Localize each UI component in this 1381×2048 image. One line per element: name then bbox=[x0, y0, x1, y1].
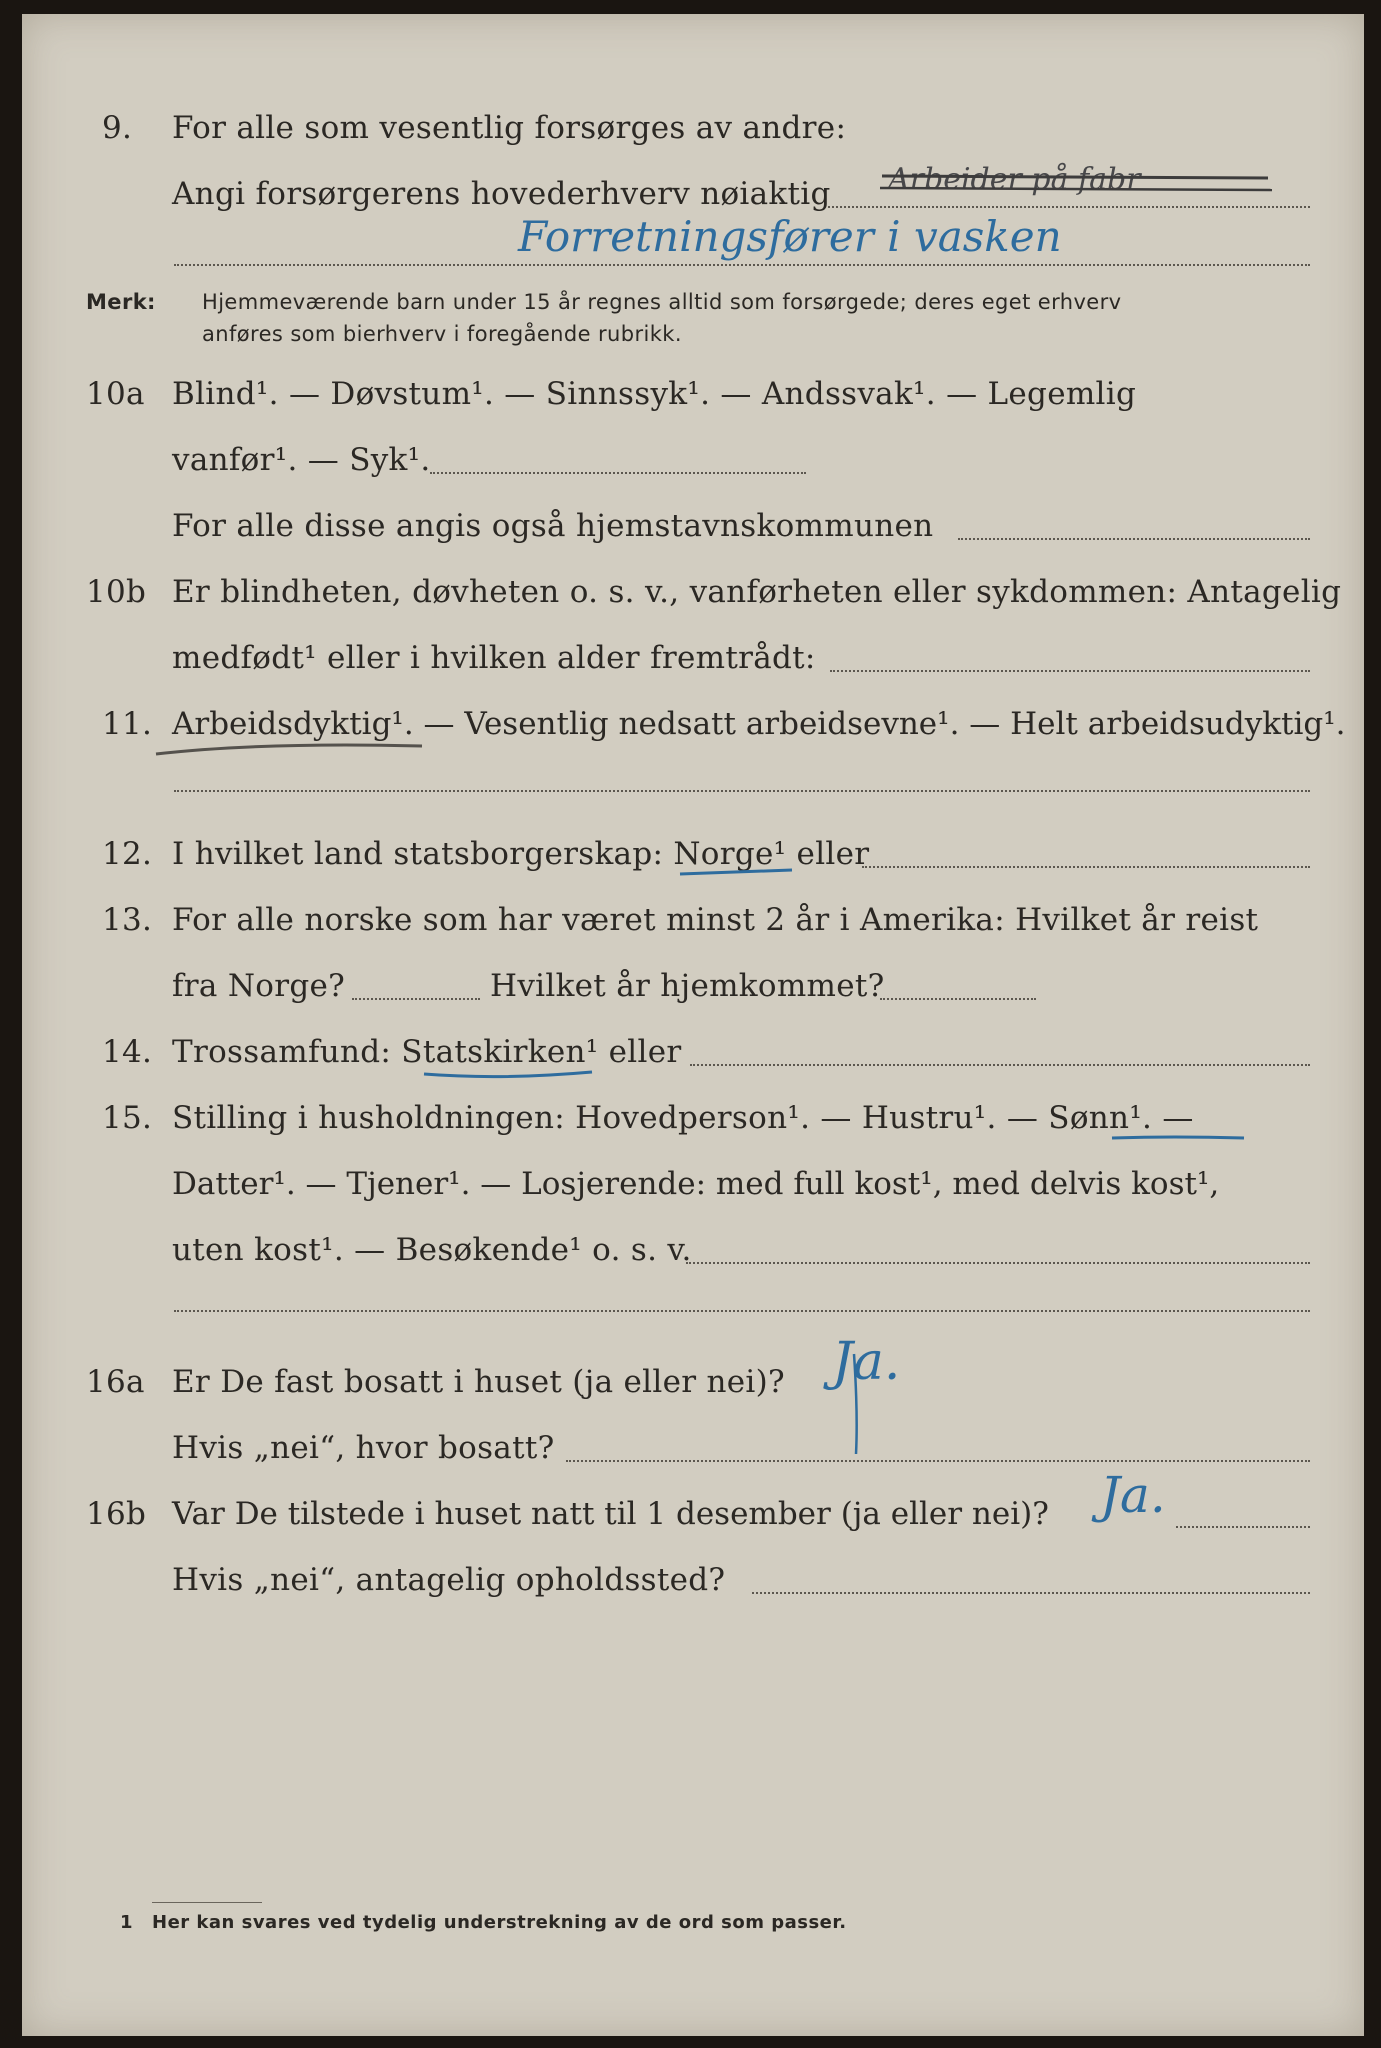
q10a-line2: vanfør¹. — Syk¹. bbox=[172, 442, 431, 478]
q11-number: 11. bbox=[102, 706, 153, 742]
underline-sonn bbox=[1112, 1137, 1244, 1138]
q16a-line2: Hvis „nei“, hvor bosatt? bbox=[172, 1430, 555, 1466]
merk-line2: anføres som bierhverv i foregående rubrikk. bbox=[202, 322, 682, 346]
q16b-answer-handwriting: Ja. bbox=[1100, 1466, 1166, 1524]
q15-number: 15. bbox=[102, 1100, 153, 1136]
q9-struck-handwriting: Arbeider på fabr bbox=[888, 162, 1141, 197]
q14-number: 14. bbox=[102, 1034, 153, 1070]
q13-number: 13. bbox=[102, 902, 153, 938]
q16a-line1: Er De fast bosatt i huset (ja eller nei)? bbox=[172, 1364, 785, 1400]
q13-line2-b: Hvilket år hjemkommet? bbox=[490, 968, 885, 1004]
merk-line1: Hjemmeværende barn under 15 år regnes alltid som forsørgede; deres eget erhverv bbox=[202, 290, 1122, 314]
q10b-number: 10b bbox=[86, 574, 147, 610]
q10a-number: 10a bbox=[86, 376, 145, 412]
q9-number: 9. bbox=[102, 110, 133, 146]
q9-line2: Angi forsørgerens hovederhverv nøiaktig bbox=[172, 176, 831, 212]
q16b-line1: Var De tilstede i huset natt til 1 desember (ja eller nei)? bbox=[172, 1496, 1049, 1532]
q10b-line1: Er blindheten, døvheten o. s. v., vanførheten eller sykdommen: Antagelig bbox=[172, 574, 1342, 610]
q9-answer-handwriting: Forretningsfører i vasken bbox=[518, 212, 1062, 261]
underline-norge bbox=[680, 870, 792, 874]
q15-line3: uten kost¹. — Besøkende¹ o. s. v. bbox=[172, 1232, 692, 1268]
handwritten-marks-layer bbox=[22, 14, 1364, 2036]
q16a-answer-handwriting: Ja. bbox=[832, 1332, 901, 1392]
q11-line1: Arbeidsdyktig¹. — Vesentlig nedsatt arbeidsevne¹. — Helt arbeidsudyktig¹. bbox=[172, 706, 1346, 742]
handwriting-stroke bbox=[854, 1354, 857, 1454]
merk-label: Merk: bbox=[86, 290, 156, 314]
q10b-line2: medfødt¹ eller i hvilken alder fremtrådt: bbox=[172, 640, 816, 676]
q16a-number: 16a bbox=[86, 1364, 145, 1400]
q13-line2-a: fra Norge? bbox=[172, 968, 346, 1004]
q12-line1: I hvilket land statsborgerskap: Norge¹ eller bbox=[172, 836, 870, 872]
q13-line1: For alle norske som har været minst 2 år i Amerika: Hvilket år reist bbox=[172, 902, 1259, 938]
q12-number: 12. bbox=[102, 836, 153, 872]
q16b-line2: Hvis „nei“, antagelig opholdssted? bbox=[172, 1562, 726, 1598]
q9-line1: For alle som vesentlig forsørges av andre: bbox=[172, 110, 847, 146]
census-form-page bbox=[22, 14, 1364, 2036]
q15-line2: Datter¹. — Tjener¹. — Losjerende: med full kost¹, med delvis kost¹, bbox=[172, 1166, 1220, 1202]
q14-line1: Trossamfund: Statskirken¹ eller bbox=[172, 1034, 682, 1070]
q15-line1: Stilling i husholdningen: Hovedperson¹. — Hustru¹. — Sønn¹. — bbox=[172, 1100, 1194, 1136]
strike-line-2 bbox=[880, 188, 1272, 190]
q10a-line1: Blind¹. — Døvstum¹. — Sinnssyk¹. — Andssvak¹. — Legemlig bbox=[172, 376, 1137, 412]
q10a-line3: For alle disse angis også hjemstavnskommunen bbox=[172, 508, 934, 544]
strike-line-1 bbox=[882, 176, 1268, 178]
footnote-text: Her kan svares ved tydelig understrekning av de ord som passer. bbox=[152, 1912, 847, 1933]
q16b-number: 16b bbox=[86, 1496, 147, 1532]
underline-statskirken bbox=[424, 1072, 592, 1077]
footnote-mark: 1 bbox=[120, 1912, 134, 1933]
pencil-underline-arbeidsdyktig bbox=[156, 745, 422, 754]
